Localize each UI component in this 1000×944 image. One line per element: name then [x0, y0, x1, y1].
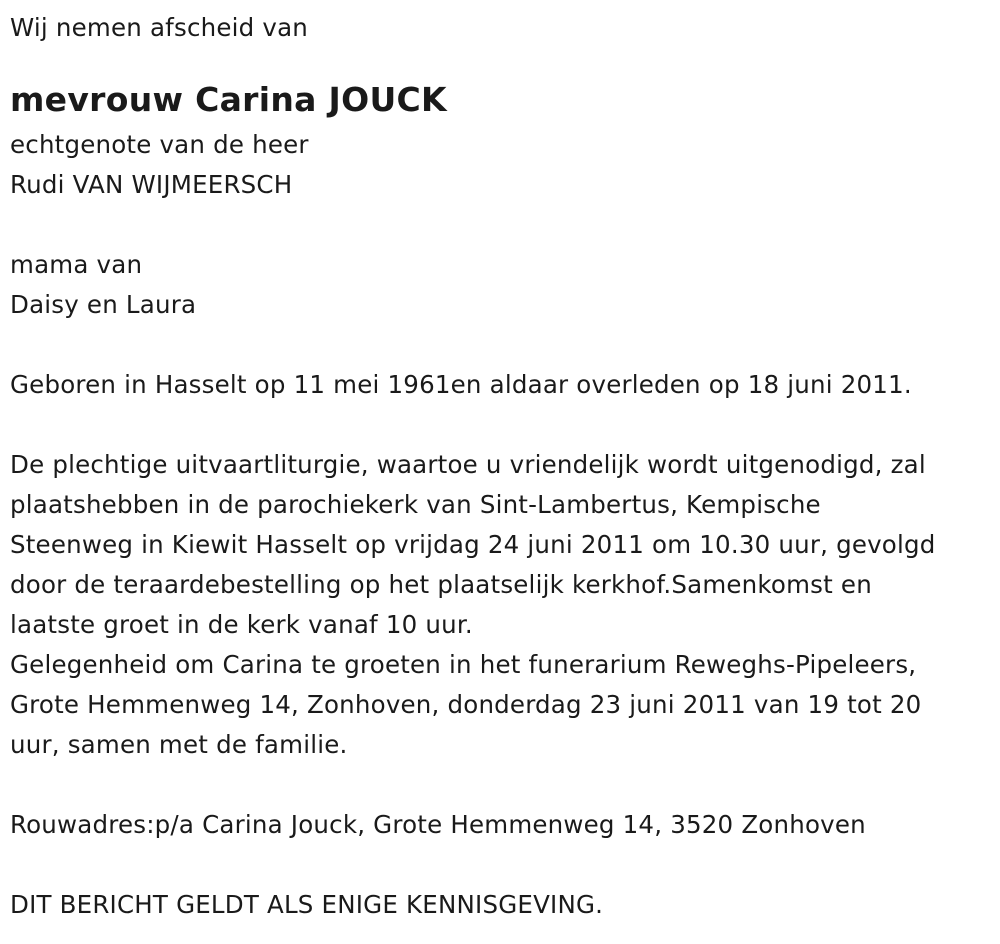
spacer [10, 845, 995, 885]
visitation-line: Grote Hemmenweg 14, Zonhoven, donderdag 23 juni 2011 van 19 tot 20 [10, 690, 922, 719]
spacer [10, 405, 995, 445]
spouse-name: Rudi VAN WIJMEERSCH [10, 170, 293, 199]
mourning-address: Rouwadres:p/a Carina Jouck, Grote Hemmenweg 14, 3520 Zonhoven [10, 810, 866, 839]
visitation-line: uur, samen met de familie. [10, 730, 348, 759]
spacer [10, 325, 995, 365]
intro-text: Wij nemen afscheid van [10, 13, 309, 42]
funeral-line: Steenweg in Kiewit Hasselt op vrijdag 24 juni 2011 om 10.30 uur, gevolgd [10, 530, 936, 559]
spacer [10, 205, 995, 245]
notice-statement: DIT BERICHT GELDT ALS ENIGE KENNISGEVING. [10, 890, 604, 919]
mother-label: mama van [10, 250, 143, 279]
children-names: Daisy en Laura [10, 290, 197, 319]
spouse-label: echtgenote van de heer [10, 130, 309, 159]
funeral-line: De plechtige uitvaartliturgie, waartoe u vriendelijk wordt uitgenodigd, zal [10, 450, 926, 479]
deceased-name: mevrouw Carina JOUCK [10, 80, 447, 119]
spacer [10, 765, 995, 805]
funeral-details [10, 445, 995, 765]
birth-death-text: Geboren in Hasselt op 11 mei 1961en aldaar overleden op 18 juni 2011. [10, 370, 912, 399]
visitation-line: Gelegenheid om Carina te groeten in het funerarium Reweghs-Pipeleers, [10, 650, 917, 679]
funeral-line: door de teraardebestelling op het plaatselijk kerkhof.Samenkomst en [10, 570, 872, 599]
obituary-notice [10, 8, 995, 925]
funeral-line: laatste groet in de kerk vanaf 10 uur. [10, 610, 473, 639]
funeral-line: plaatshebben in de parochiekerk van Sint-Lambertus, Kempische [10, 490, 821, 519]
